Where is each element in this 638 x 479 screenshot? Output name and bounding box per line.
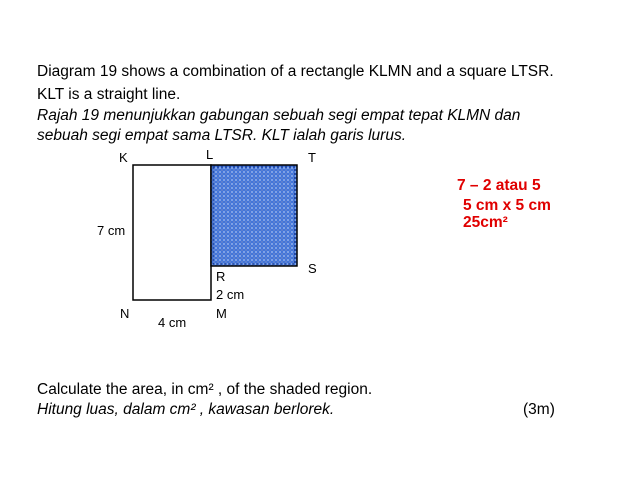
label-k: K bbox=[119, 150, 128, 165]
shaded-square-ltsr bbox=[211, 165, 297, 266]
answer-line-2: 5 cm x 5 cm bbox=[463, 197, 551, 214]
question-line-en-2: KLT is a straight line. bbox=[37, 86, 181, 103]
question-line-ms-2: sebuah segi empat sama LTSR. KLT ialah garis lurus. bbox=[37, 127, 407, 144]
task-marks: (3m) bbox=[523, 401, 555, 418]
answer-line-3: 25cm² bbox=[463, 214, 508, 231]
dimension-7cm: 7 cm bbox=[97, 223, 126, 238]
label-n: N bbox=[120, 306, 130, 321]
task-en: Calculate the area, in cm² , of the shaded region. bbox=[37, 381, 373, 398]
rectangle-klmn bbox=[133, 165, 211, 300]
answer-line-1: 7 – 2 atau 5 bbox=[457, 177, 541, 194]
label-l: L bbox=[206, 147, 214, 162]
label-t: T bbox=[308, 150, 316, 165]
label-s: S bbox=[308, 261, 317, 276]
question-line-ms-1: Rajah 19 menunjukkan gabungan sebuah segi empat tepat KLMN dan bbox=[37, 107, 521, 124]
task-ms: Hitung luas, dalam cm² , kawasan berlorek. bbox=[37, 401, 335, 418]
question-line-en-1: Diagram 19 shows a combination of a rectangle KLMN and a square LTSR. bbox=[37, 63, 554, 80]
dimension-4cm: 4 cm bbox=[158, 315, 187, 330]
label-m: M bbox=[216, 306, 227, 321]
label-r: R bbox=[216, 269, 226, 284]
dimension-2cm: 2 cm bbox=[216, 287, 245, 302]
